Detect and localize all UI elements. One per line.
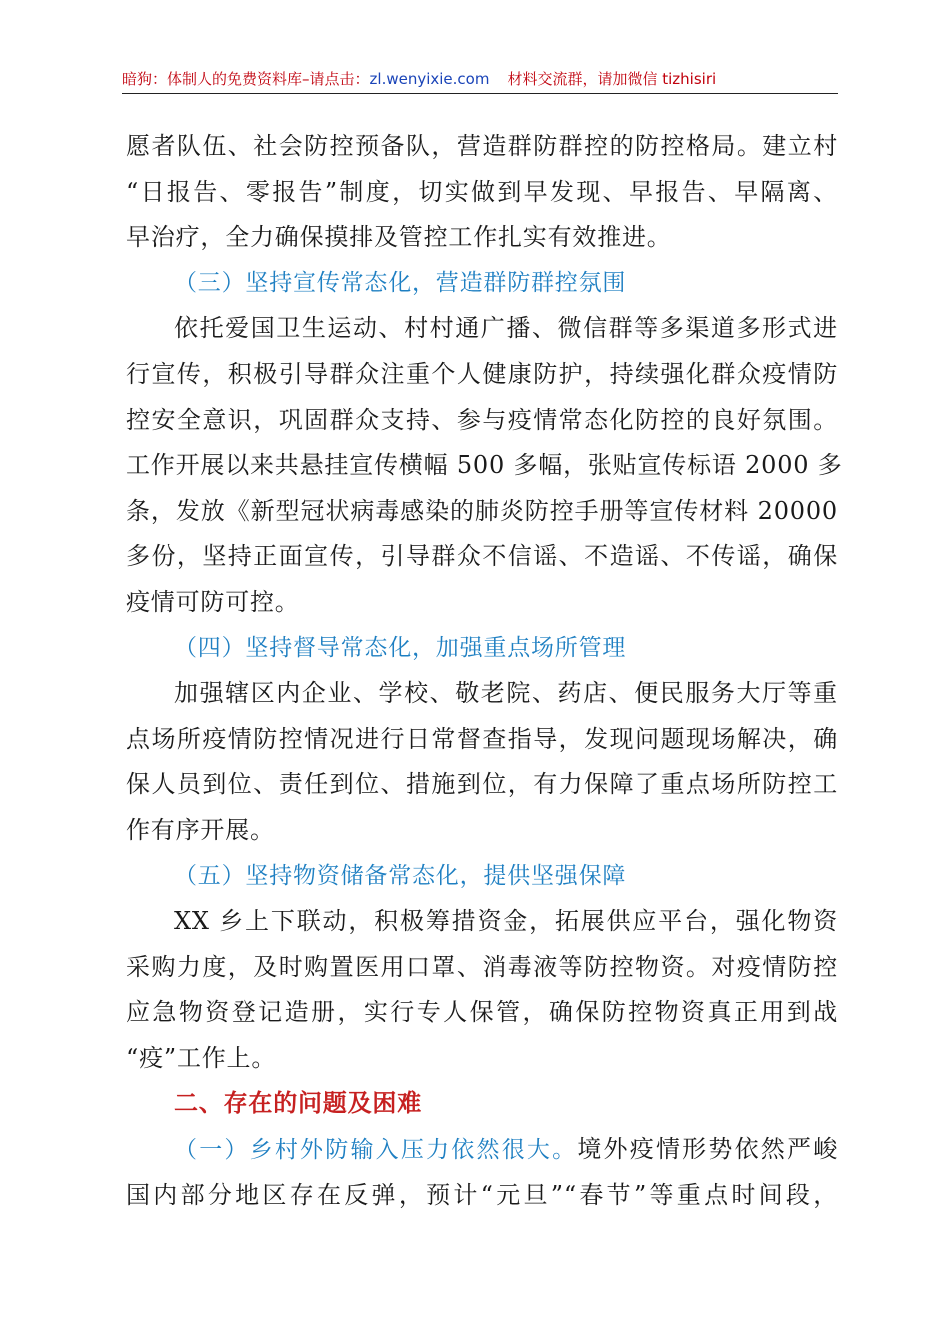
body-line: 国内部分地区存在反弹，预计“元旦”“春节”等重点时间段，	[126, 1180, 838, 1209]
body-text-inline: 境外疫情形势依然严峻	[577, 1135, 838, 1164]
body-line: 作有序开展。	[126, 815, 275, 844]
body-line: 应急物资登记造册，实行专人保管，确保防控物资真正用到战	[126, 998, 838, 1027]
body-line: 保人员到位、责任到位、措施到位，有力保障了重点场所防控工	[126, 770, 838, 799]
section-heading-two: 二、存在的问题及困难	[174, 1089, 422, 1118]
subheading-four: （四）坚持督导常态化，加强重点场所管理	[174, 634, 627, 661]
body-line: 条，发放《新型冠状病毒感染的肺炎防控手册等宣传材料 20000	[126, 496, 838, 525]
header-link-prefix: –请点击：	[302, 70, 370, 88]
subheading-five: （五）坚持物资储备常态化，提供坚强保障	[174, 862, 627, 889]
header-wechat: 材料交流群，请加微信 tizhisiri	[507, 70, 717, 88]
body-line: 愿者队伍、社会防控预备队，营造群防群控的防控格局。建立村	[126, 132, 838, 160]
body-line: XX 乡上下联动，积极筹措资金，拓展供应平台，强化物资	[174, 907, 838, 936]
body-line: 行宣传，积极引导群众注重个人健康防护，持续强化群众疫情防	[126, 359, 838, 388]
subheading-three: （三）坚持宣传常态化，营造群防群控氛围	[174, 269, 627, 296]
body-line: 多份，坚持正面宣传，引导群众不信谣、不造谣、不传谣，确保	[126, 542, 838, 571]
body-line-mixed	[126, 1127, 838, 1173]
page-header	[122, 66, 838, 92]
body-line: 疫情可防可控。	[126, 587, 300, 616]
document-body	[126, 124, 843, 1218]
body-line: 工作开展以来共悬挂宣传横幅 500 多幅，张贴宣传标语 2000 多	[126, 451, 843, 480]
body-line: 点场所疫情防控情况进行日常督查指导，发现问题现场解决，确	[126, 724, 838, 753]
body-line: 加强辖区内企业、学校、敬老院、药店、便民服务大厅等重	[174, 679, 838, 708]
header-brand: 暗狗：体制人的免费资料库	[122, 70, 303, 88]
body-line: 早治疗，全力确保摸排及管控工作扎实有效推进。	[126, 223, 672, 252]
header-link[interactable]: zl.wenyixie.com	[369, 70, 490, 88]
subheading-one-inline: （一）乡村外防输入压力依然很大。	[174, 1137, 578, 1164]
body-line: “疫”工作上。	[126, 1043, 277, 1072]
body-line: 控安全意识，巩固群众支持、参与疫情常态化防控的良好氛围。	[126, 405, 838, 434]
body-line: 采购力度，及时购置医用口罩、消毒液等防控物资。对疫情防控	[126, 952, 838, 981]
header-divider	[122, 93, 838, 94]
body-line: 依托爱国卫生运动、村村通广播、微信群等多渠道多形式进	[174, 314, 838, 343]
body-line: “日报告、零报告”制度，切实做到早发现、早报告、早隔离、	[126, 177, 838, 206]
